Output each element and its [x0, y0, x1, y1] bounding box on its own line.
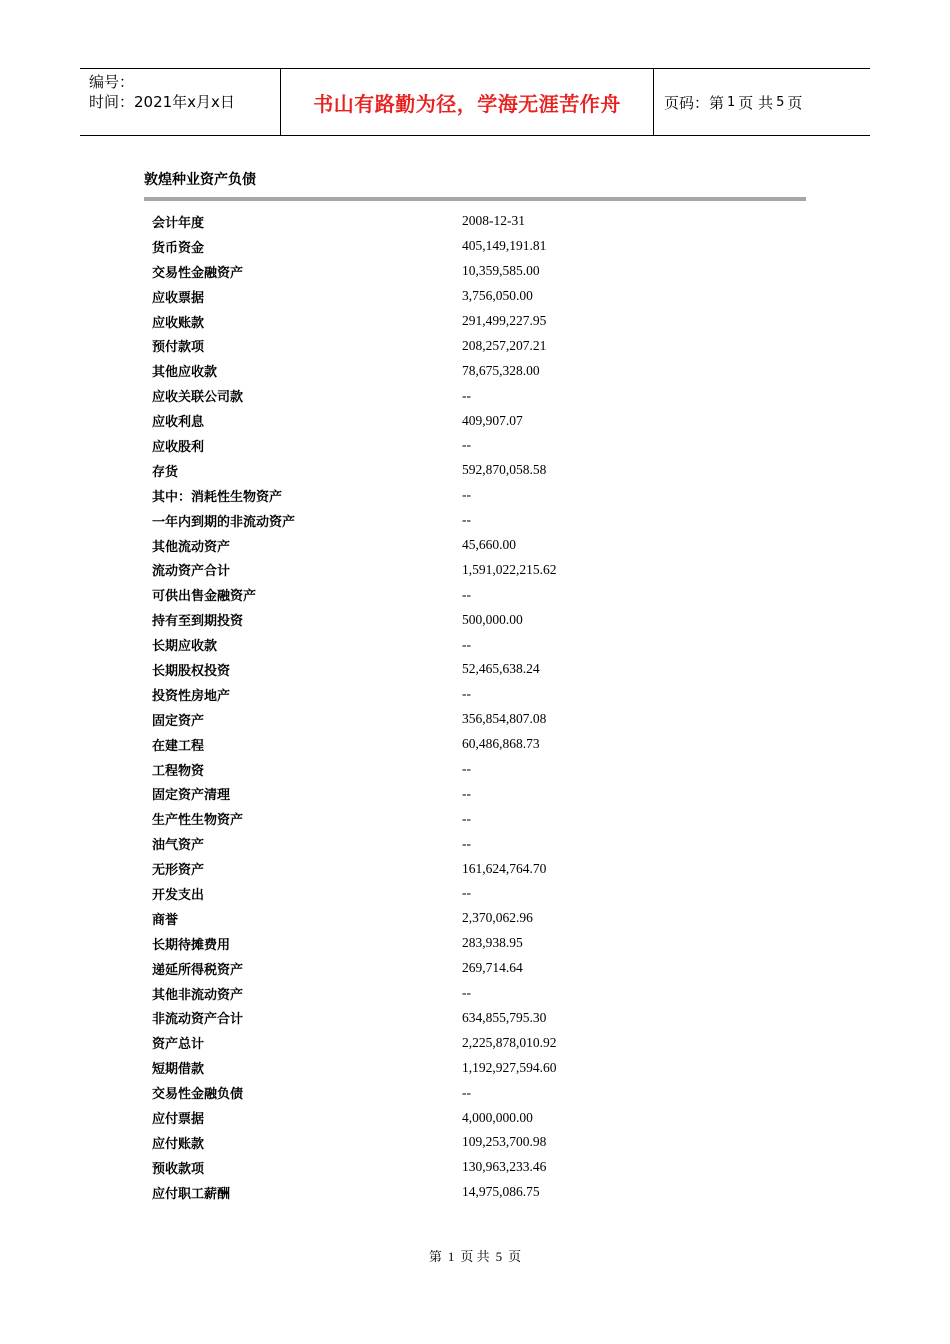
table-row — [152, 1105, 812, 1130]
row-value: 2008-12-31 — [462, 213, 525, 229]
row-value: -- — [462, 387, 471, 403]
table-row — [152, 657, 812, 682]
row-label: 可供出售金融资产 — [152, 589, 257, 605]
row-value: -- — [462, 636, 471, 652]
table-row — [152, 1130, 812, 1155]
table-row — [152, 508, 812, 533]
header-motto-cell — [281, 69, 654, 135]
row-value: 78,675,328.00 — [462, 362, 540, 378]
table-row — [152, 483, 812, 508]
row-label: 预收款项 — [152, 1161, 205, 1177]
row-label: 应付票据 — [152, 1112, 205, 1127]
table-row — [152, 956, 812, 981]
table-row — [152, 557, 812, 582]
table-row — [152, 209, 812, 234]
row-value: 14,975,086.75 — [462, 1184, 540, 1200]
row-label: 资产总计 — [152, 1037, 205, 1053]
row-value: -- — [462, 487, 471, 503]
row-label: 持有至到期投资 — [152, 614, 244, 630]
table-row — [152, 433, 812, 458]
row-value: -- — [462, 885, 471, 901]
row-value: 1,591,022,215.62 — [462, 561, 557, 577]
row-label: 油气资产 — [152, 838, 205, 854]
page-label-post: 页 — [787, 93, 803, 112]
table-row — [152, 682, 812, 707]
row-value: -- — [462, 835, 471, 851]
page-label-mid: 页 共 — [738, 93, 774, 112]
page-total: 5 — [776, 94, 785, 110]
row-label: 长期股权投资 — [152, 663, 231, 679]
balance-sheet-table — [152, 209, 812, 1205]
document-title: 敦煌种业资产负债 — [144, 172, 256, 188]
footer-pre: 第 — [428, 1249, 442, 1264]
row-value: 634,855,795.30 — [462, 1009, 547, 1025]
row-label: 其他流动资产 — [152, 539, 231, 555]
table-row — [152, 981, 812, 1006]
row-label: 生产性生物资产 — [152, 813, 244, 829]
row-value: -- — [462, 1084, 471, 1100]
row-value: 4,000,000.00 — [462, 1109, 533, 1125]
row-label: 流动资产合计 — [152, 564, 231, 580]
header-info-cell — [80, 69, 281, 135]
table-row — [152, 358, 812, 383]
table-row — [152, 259, 812, 284]
table-row — [152, 383, 812, 408]
footer-page-number: 1 — [447, 1249, 455, 1264]
row-value: -- — [462, 810, 471, 826]
row-label: 其他应收款 — [152, 365, 218, 381]
row-value: 10,359,585.00 — [462, 263, 540, 279]
row-label: 存货 — [152, 464, 179, 480]
row-value: 291,499,227.95 — [462, 313, 547, 328]
table-row — [152, 1030, 812, 1055]
table-row — [152, 757, 812, 782]
table-row — [152, 732, 812, 757]
number-label: 编号： — [89, 73, 135, 91]
row-label: 固定资产清理 — [152, 788, 231, 804]
table-row — [152, 1080, 812, 1105]
row-value: 60,486,868.73 — [462, 736, 540, 752]
table-row — [152, 632, 812, 657]
row-label: 固定资产 — [152, 713, 205, 729]
footer-post: 页 — [508, 1249, 522, 1264]
row-value: -- — [462, 785, 471, 801]
motto-text: 书山有路勤为径，学海无涯苦作舟 — [313, 91, 621, 116]
row-label: 预付款项 — [152, 340, 205, 356]
header-page-cell — [654, 69, 870, 135]
row-label: 短期借款 — [152, 1062, 205, 1078]
row-value: 1,192,927,594.60 — [462, 1059, 557, 1075]
row-label: 应收账款 — [152, 315, 205, 331]
row-label: 应付职工薪酬 — [152, 1186, 231, 1202]
row-label: 在建工程 — [152, 738, 205, 754]
page-header — [80, 68, 870, 136]
table-row — [152, 806, 812, 831]
row-value: -- — [462, 586, 471, 602]
row-label: 其中：消耗性生物资产 — [152, 489, 283, 505]
row-value: 269,714.64 — [462, 960, 523, 976]
row-value: -- — [462, 761, 471, 777]
row-label: 递延所得税资产 — [152, 962, 244, 978]
row-label: 货币资金 — [152, 240, 205, 256]
table-row — [152, 781, 812, 806]
row-value: 2,225,878,010.92 — [462, 1034, 557, 1050]
table-row — [152, 458, 812, 483]
table-row — [152, 533, 812, 558]
row-label: 应收关联公司款 — [152, 390, 244, 406]
row-label: 一年内到期的非流动资产 — [152, 514, 296, 530]
page-footer — [0, 1246, 950, 1265]
row-label: 长期应收款 — [152, 639, 218, 655]
table-row — [152, 1055, 812, 1080]
row-value: 109,253,700.98 — [462, 1134, 547, 1150]
table-row — [152, 881, 812, 906]
row-value: 45,660.00 — [462, 537, 516, 553]
row-label: 应收利息 — [152, 415, 205, 431]
table-row — [152, 309, 812, 334]
footer-page-total: 5 — [495, 1249, 503, 1264]
table-row — [152, 1180, 812, 1205]
row-value: 52,465,638.24 — [462, 661, 540, 677]
row-value: -- — [462, 512, 471, 528]
title-divider — [144, 197, 806, 201]
table-row — [152, 856, 812, 881]
table-row — [152, 234, 812, 259]
row-label: 交易性金融资产 — [152, 265, 244, 281]
row-value: 500,000.00 — [462, 611, 523, 627]
row-value: -- — [462, 985, 471, 1001]
table-row — [152, 582, 812, 607]
row-value: 208,257,207.21 — [462, 337, 547, 353]
table-row — [152, 707, 812, 732]
row-value: 130,963,233.46 — [462, 1159, 547, 1175]
table-row — [152, 333, 812, 358]
table-row — [152, 931, 812, 956]
row-label: 开发支出 — [152, 887, 205, 903]
footer-mid: 页 共 — [460, 1249, 490, 1264]
table-row — [152, 408, 812, 433]
table-row — [152, 906, 812, 931]
row-label: 应付账款 — [152, 1136, 205, 1152]
row-label: 应收股利 — [152, 439, 205, 455]
row-label: 非流动资产合计 — [152, 1012, 244, 1028]
row-label: 长期待摊费用 — [152, 937, 231, 953]
row-label: 投资性房地产 — [152, 688, 231, 704]
row-value: -- — [462, 437, 471, 453]
row-value: 161,624,764.70 — [462, 860, 547, 876]
row-label: 商誉 — [152, 912, 179, 928]
row-label: 其他非流动资产 — [152, 987, 244, 1003]
table-row — [152, 1155, 812, 1180]
page-label-pre: 页码：第 — [664, 93, 725, 112]
page-number: 1 — [727, 94, 736, 110]
table-row — [152, 607, 812, 632]
time-label: 时间：2021年x月x日 — [89, 93, 235, 111]
table-row — [152, 1006, 812, 1031]
row-label: 工程物资 — [152, 763, 205, 779]
row-label: 应收票据 — [152, 290, 205, 306]
table-row — [152, 284, 812, 309]
row-label: 会计年度 — [152, 215, 205, 231]
row-value: 3,756,050.00 — [462, 288, 533, 304]
table-row — [152, 831, 812, 856]
row-value: 283,938.95 — [462, 935, 523, 951]
row-value: 409,907.07 — [462, 412, 523, 428]
row-value: 2,370,062.96 — [462, 910, 533, 926]
row-label: 无形资产 — [152, 863, 205, 879]
row-value: 356,854,807.08 — [462, 711, 547, 727]
row-value: 405,149,191.81 — [462, 238, 547, 254]
row-value: 592,870,058.58 — [462, 462, 547, 478]
row-value: -- — [462, 686, 471, 702]
row-label: 交易性金融负债 — [152, 1087, 244, 1103]
